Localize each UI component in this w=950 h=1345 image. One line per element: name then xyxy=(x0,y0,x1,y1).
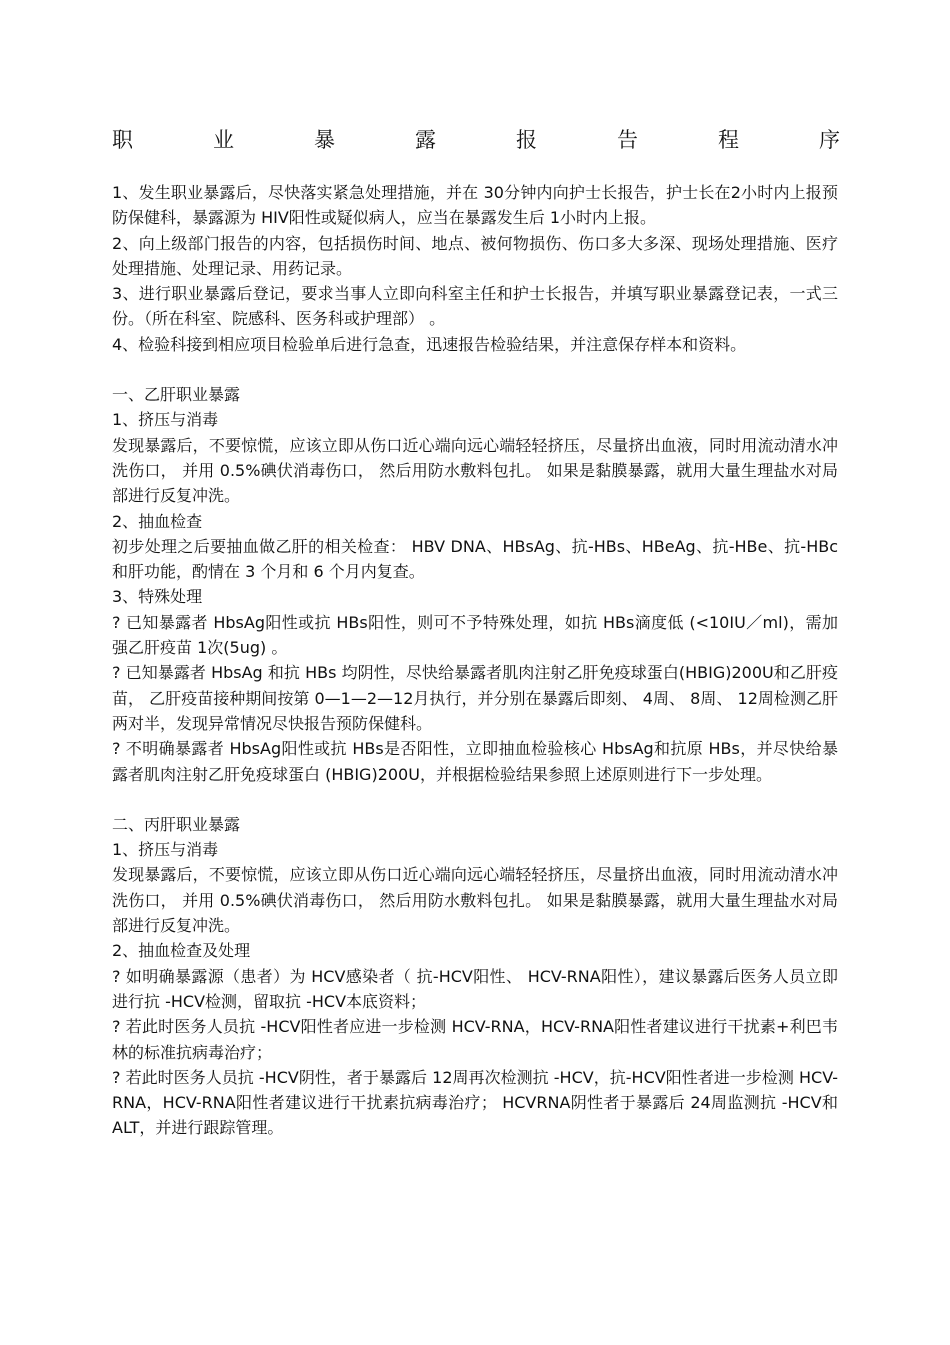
subsection-title: 3、特殊处理 xyxy=(112,587,203,607)
title-char: 暴 xyxy=(314,128,335,152)
document-title xyxy=(112,124,840,154)
step-paragraph: 3、进行职业暴露后登记，要求当事人立即向科室主任和护士长报告，并填写职业暴露登记表，一式三份。（所在科室、院感科、医务科或护理部） 。 xyxy=(112,284,838,329)
list-item: ? 不明确暴露者 HbsAg阳性或抗 HBs是否阳性，立即抽血检验核心 HbsAg和抗原 HBs，并尽快给暴露者肌肉注射乙肝免疫球蛋白 (HBIG)200U，并根据检验结果参照上述原则进行下一步处理。 xyxy=(112,739,838,784)
paragraph: 初步处理之后要抽血做乙肝的相关检查： HBV DNA、HBsAg、抗-HBs、HBeAg、抗-HBe、抗-HBc和肝功能，酌情在 3 个月和 6 个月内复查。 xyxy=(112,536,838,582)
title-char: 程 xyxy=(718,128,739,152)
list-item: ? 已知暴露者 HbsAg 和抗 HBs 均阴性，尽快给暴露者肌肉注射乙肝免疫球蛋白(HBIG)200U和乙肝疫苗， 乙肝疫苗接种期间按第 0—1—2—12月执行，并分别在暴露后即刻、 4周、 8周、 12周检测乙肝两对半，发现异常情况尽快报告预防保健科。 xyxy=(112,663,838,733)
step-paragraph: 4、检验科接到相应项目检验单后进行急查，迅速报告检验结果，并注意保存样本和资料。 xyxy=(112,334,747,354)
paragraph: 发现暴露后，不要惊慌，应该立即从伤口近心端向远心端轻轻挤压，尽量挤出血液，同时用流动清水冲洗伤口， 并用 0.5%碘伏消毒伤口， 然后用防水敷料包扎。 如果是黏膜暴露，就用大量生理盐水对局部进行反复冲洗。 xyxy=(112,435,838,506)
title-char: 报 xyxy=(516,128,537,152)
list-item: ? 已知暴露者 HbsAg阳性或抗 HBs阳性，则可不予特殊处理，如抗 HBs滴度低 (<10IU／ml)，需加强乙肝疫苗 1次(5ug) 。 xyxy=(112,612,838,658)
paragraph: 发现暴露后，不要惊慌，应该立即从伤口近心端向远心端轻轻挤压，尽量挤出血液，同时用流动清水冲洗伤口， 并用 0.5%碘伏消毒伤口， 然后用防水敷料包扎。 如果是黏膜暴露，就用大量生理盐水对局部进行反复冲洗。 xyxy=(112,865,838,936)
title-char: 告 xyxy=(617,128,638,152)
document-body xyxy=(112,180,838,1141)
title-char: 职 xyxy=(112,128,133,152)
spacer xyxy=(112,787,838,812)
title-char: 序 xyxy=(819,128,840,152)
subsection-title: 2、抽血检查 xyxy=(112,511,203,531)
subsection-title: 1、挤压与消毒 xyxy=(112,840,219,860)
subsection-title: 1、挤压与消毒 xyxy=(112,410,219,430)
title-char: 露 xyxy=(415,128,436,152)
subsection-title: 2、抽血检查及处理 xyxy=(112,941,251,961)
list-item: ? 如明确暴露源（患者）为 HCV感染者（ 抗-HCV阳性、 HCV-RNA阳性），建议暴露后医务人员立即进行抗 -HCV检测，留取抗 -HCV本底资料； xyxy=(112,966,838,1011)
title-char: 业 xyxy=(213,128,234,152)
section-heading-hepb: 一、乙肝职业暴露 xyxy=(112,385,241,405)
list-item: ? 若此时医务人员抗 -HCV阴性，者于暴露后 12周再次检测抗 -HCV，抗-HCV阳性者进一步检测 HCV-RNA，HCV-RNA阳性者建议进行干扰素抗病毒治疗； HCVRNA阴性者于暴露后 24周监测抗 -HCV和 ALT，并进行跟踪管理。 xyxy=(112,1067,838,1138)
step-paragraph: 2、向上级部门报告的内容，包括损伤时间、地点、被何物损伤、伤口多大多深、现场处理措施、医疗处理措施、处理记录、用药记录。 xyxy=(112,233,838,278)
spacer xyxy=(112,357,838,382)
section-heading-hepc: 二、丙肝职业暴露 xyxy=(112,814,241,834)
list-item: ? 若此时医务人员抗 -HCV阳性者应进一步检测 HCV-RNA，HCV-RNA阳性者建议进行干扰素+利巴韦林的标准抗病毒治疗； xyxy=(112,1017,838,1062)
step-paragraph: 1、发生职业暴露后，尽快落实紧急处理措施，并在 30分钟内向护士长报告，护士长在2小时内上报预防保健科，暴露源为 HIV阳性或疑似病人，应当在暴露发生后 1小时内上报。 xyxy=(112,183,838,228)
